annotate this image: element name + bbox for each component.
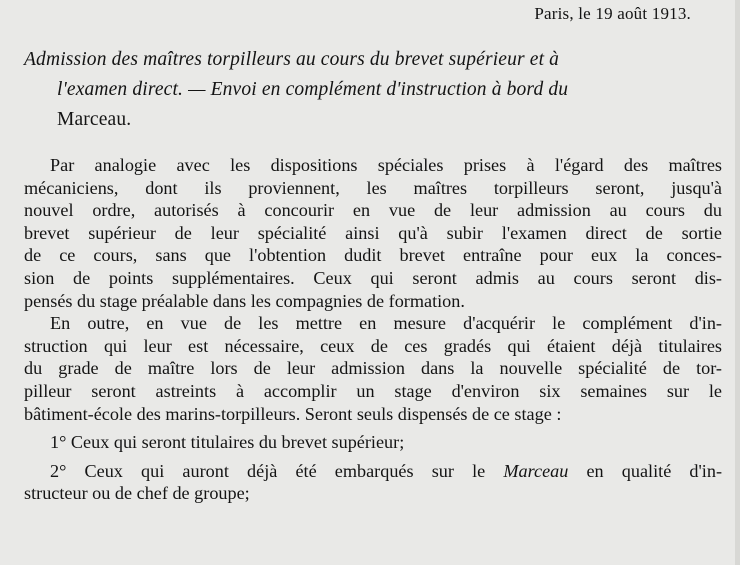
list-item-text-start: 2° Ceux qui auront déjà été embarqués sur le: [50, 460, 504, 481]
paragraph-line: struction qui leur est nécessaire, ceux de ces gradés qui étaient déjà titulaires: [24, 335, 722, 356]
list-item-text: 1° Ceux qui seront titulaires du brevet supérieur;: [50, 432, 405, 453]
ship-name: Marceau: [503, 460, 569, 481]
paragraph-line: pensés du stage préalable dans les compagnies de formation.: [24, 290, 465, 311]
list-item-text-end: en qualité d'in-: [568, 460, 722, 481]
dateline: Paris, le 19 août 1913.: [534, 4, 691, 23]
paragraph-line: En outre, en vue de les mettre en mesure d'acquérir le complément d'in-: [50, 313, 722, 334]
list-item-text: [24, 460, 722, 483]
paragraph-line: du grade de maître lors de leur admission dans la nouvelle spécialité de tor-: [24, 358, 722, 379]
paragraph-line: Par analogie avec les dispositions spéciales prises à l'égard des maîtres: [50, 155, 722, 175]
paragraph-line: mécaniciens, dont ils proviennent, les maîtres torpilleurs seront, jusqu'à: [24, 177, 722, 198]
list-item-1: [24, 431, 722, 454]
title-line-2: l'examen direct. — Envoi en complément d'instruction à bord du: [57, 79, 569, 100]
paragraph-line: brevet supérieur de leur spécialité ainsi qu'à subir l'examen direct de sortie: [24, 222, 722, 243]
paragraph-line: pilleur seront astreints à accomplir un stage d'environ six semaines sur le: [24, 380, 722, 401]
paragraph-line: de ce cours, sans que l'obtention dudit brevet entraîne pour eux la conces-: [24, 245, 722, 266]
document-title: [24, 45, 724, 135]
list-item-text: structeur ou de chef de groupe;: [24, 483, 250, 504]
title-line-3: Marceau.: [57, 109, 132, 130]
document-body: [24, 154, 722, 505]
paragraph-1: [24, 154, 722, 312]
paragraph-line: bâtiment-école des marins-torpilleurs. Seront seuls dispensés de ce stage :: [24, 403, 562, 424]
paragraph-line: sion de points supplémentaires. Ceux qui seront admis au cours seront dis-: [24, 267, 722, 288]
list-item-2: [24, 460, 722, 505]
paragraph-line: nouvel ordre, autorisés à concourir en vue de leur admission au cours du: [24, 200, 722, 221]
title-line-1: Admission des maîtres torpilleurs au cours du brevet supérieur et à: [24, 49, 560, 70]
paragraph-2: [24, 312, 722, 425]
